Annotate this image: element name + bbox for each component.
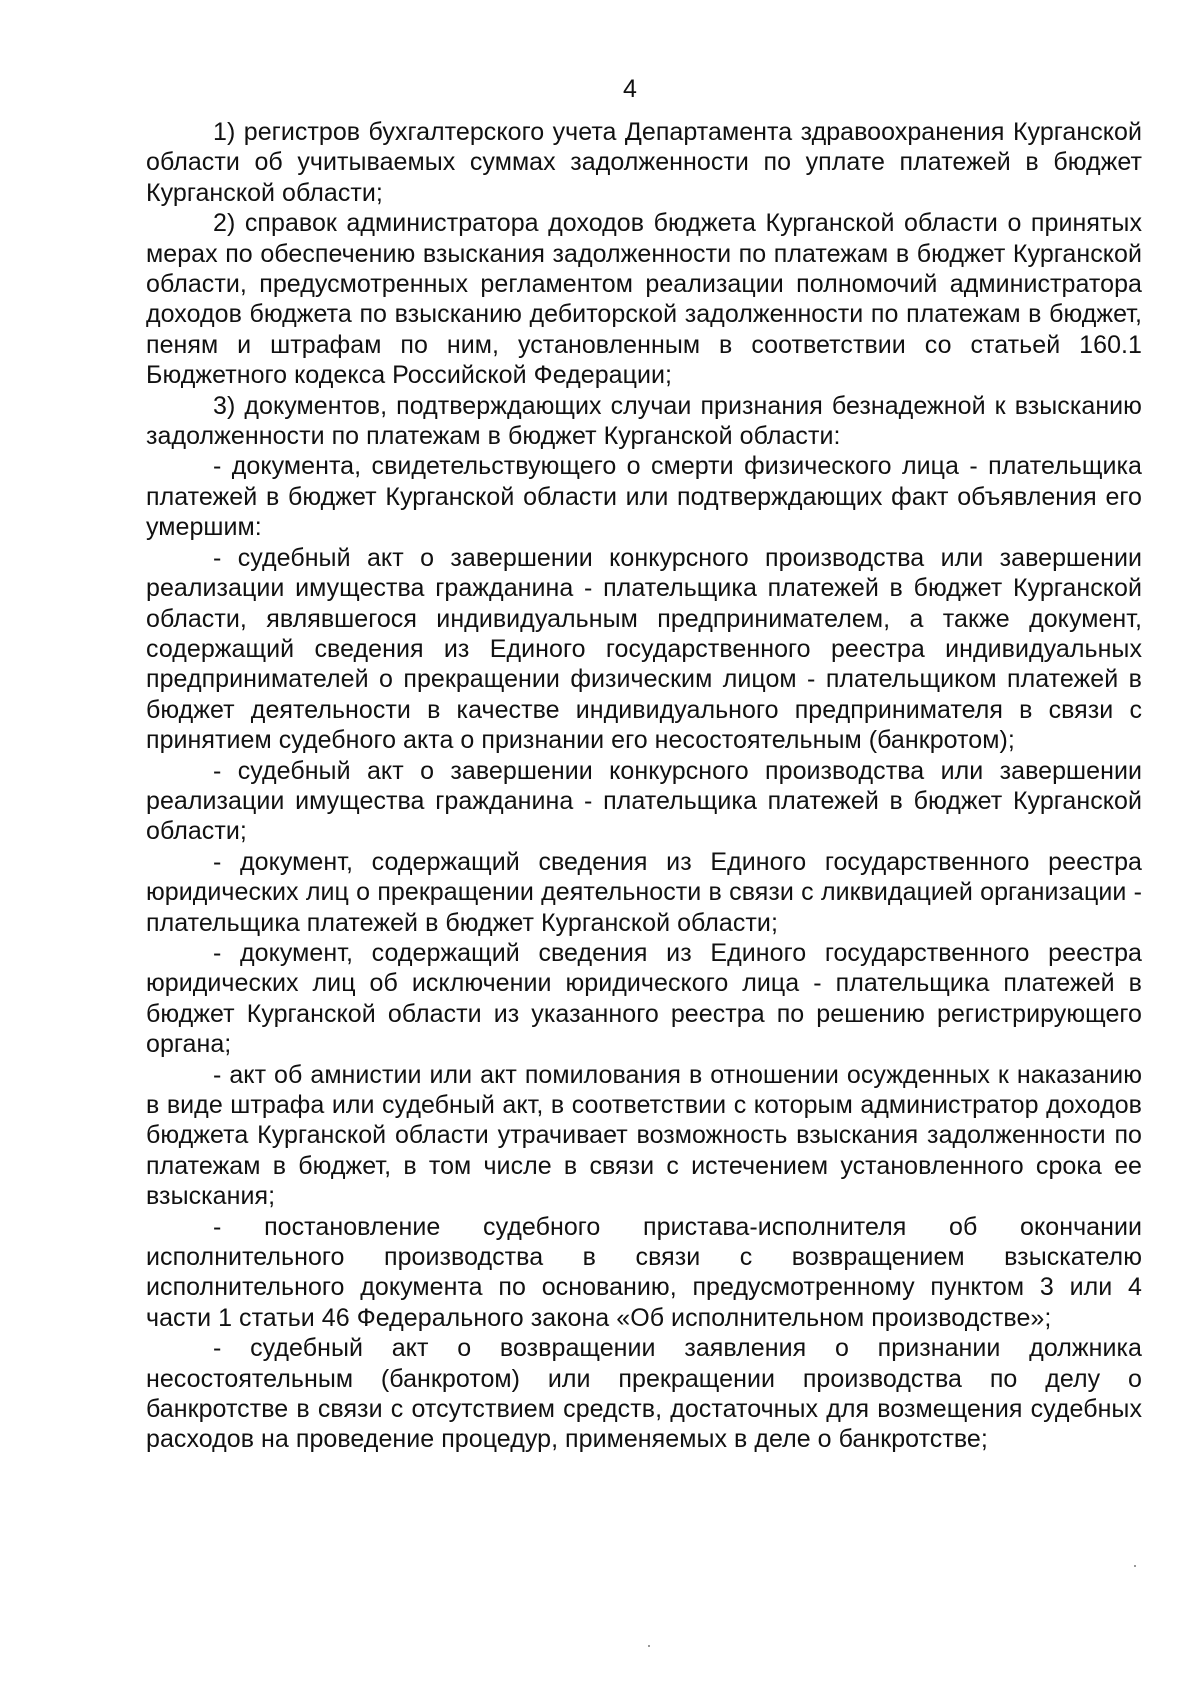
scan-speck [648, 1645, 650, 1647]
paragraph-bullet-death: - документа, свидетельствующего о смерти физического лица - плательщика платежей в бюджет Курганской области или подтверждающих факт объявления его умершим: [146, 452, 1142, 542]
paragraph-bullet-exclusion: - документ, содержащий сведения из Единого государственного реестра юридических лиц об исключении юридического лица - плательщика платежей в бюджет Курганской области из указанного реестра по решению регистрирующего органа; [146, 938, 1142, 1059]
page-number: 4 [623, 75, 637, 103]
paragraph-item-3: 3) документов, подтверждающих случаи признания безнадежной к взысканию задолженности по платежам в бюджет Курганской области: [146, 391, 1142, 451]
paragraph-bullet-returned-claim: - судебный акт о возвращении заявления о признании должника несостоятельным (банкротом) или прекращении производства по делу о банкротстве в связи с отсутствием средств, достаточных для возмещения судебных расходов на проведение процедур, применяемых в деле о банкротстве; [146, 1334, 1142, 1454]
scan-speck [1134, 1565, 1136, 1567]
paragraph-bullet-liquidation: - документ, содержащий сведения из Единого государственного реестра юридических лиц о прекращении деятельности в связи с ликвидацией организации - плательщика платежей в бюджет Курганской области; [146, 847, 1142, 937]
paragraph-bullet-bailiff: - постановление судебного пристава-исполнителя об окончании исполнительного производства в связи с возвращением взыскателю исполнительного документа по основанию, предусмотренному пунктом 3 или 4 части 1 статьи 46 Федерального закона «Об исполнительном производстве»; [146, 1212, 1142, 1332]
paragraph-item-1: 1) регистров бухгалтерского учета Департамента здравоохранения Курганской области об учитываемых суммах задолженности по уплате платежей в бюджет Курганской области; [146, 118, 1142, 207]
paragraph-bullet-bankruptcy-citizen: - судебный акт о завершении конкурсного производства или завершении реализации имущества гражданина - плательщика платежей в бюджет Курганской области; [146, 756, 1142, 846]
document-body [146, 117, 1142, 1455]
paragraph-item-2: 2) справок администратора доходов бюджета Курганской области о принятых мерах по обеспечению взыскания задолженности по платежам в бюджет Курганской области, предусмотренных регламентом реализации полномочий администратора доходов бюджета по взысканию дебиторской задолженности по платежам в бюджет, пеням и штрафам по ним, установленным в соответствии со статьей 160.1 Бюджетного кодекса Российской Федерации; [146, 209, 1142, 390]
paragraph-bullet-bankruptcy-entrepreneur: - судебный акт о завершении конкурсного производства или завершении реализации имущества гражданина - плательщика платежей в бюджет Курганской области, являвшегося индивидуальным предпринимателем, а также документ, содержащий сведения из Единого государственного реестра индивидуальных предпринимателей о прекращении физическим лицом - плательщиком платежей в бюджет деятельности в качестве индивидуального предпринимателя в связи с принятием судебного акта о признании его несостоятельным (банкротом); [146, 543, 1142, 755]
paragraph-bullet-amnesty: - акт об амнистии или акт помилования в отношении осужденных к наказанию в виде штрафа или судебный акт, в соответствии с которым администратор доходов бюджета Курганской области утрачивает возможность взыскания задолженности по платежам в бюджет, в том числе в связи с истечением установленного срока ее взыскания; [146, 1060, 1142, 1211]
